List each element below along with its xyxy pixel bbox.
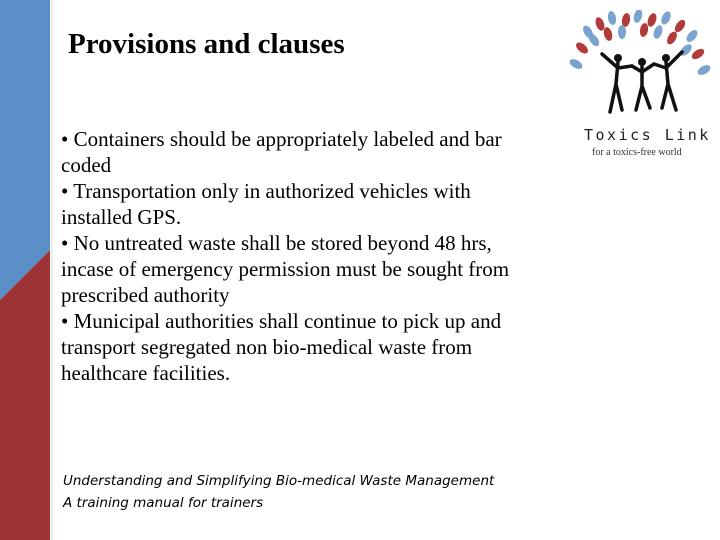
- leaf: [673, 18, 688, 34]
- bullet-item: • No untreated waste shall be stored beyond 48 hrs, incase of emergency permission must be sought from prescribed authority: [61, 231, 510, 307]
- leaf: [568, 57, 584, 71]
- leaf: [646, 12, 658, 28]
- leaf: [684, 28, 699, 44]
- footer-line-title: Understanding and Simplifying Bio-medical Waste Management: [63, 473, 495, 489]
- figure-body: [602, 54, 632, 112]
- leaf: [574, 40, 590, 55]
- logo-figures: [602, 52, 682, 112]
- logo-wordmark: Toxics Link: [584, 126, 711, 144]
- leaf: [659, 10, 672, 26]
- leaf: [632, 10, 643, 24]
- figure-body: [632, 64, 654, 110]
- bullet-item: • Transportation only in authorized vehicles with installed GPS.: [61, 179, 471, 229]
- tree-people-logo-icon: [566, 10, 716, 120]
- logo-leaves: [568, 10, 712, 77]
- leaf: [607, 10, 617, 25]
- leaf: [690, 47, 706, 62]
- leaf: [665, 30, 679, 46]
- bullet-item: • Containers should be appropriately labeled and bar coded: [61, 127, 502, 177]
- leaf: [652, 24, 664, 40]
- leaf: [639, 22, 649, 37]
- bullet-item: • Municipal authorities shall continue to pick up and transport segregated non bio-medical waste from healthcare facilities.: [61, 309, 502, 385]
- footer-line-subtitle: A training manual for trainers: [63, 495, 264, 511]
- leaf: [696, 63, 712, 77]
- side-blue-band: [0, 0, 50, 300]
- side-red-band: [0, 250, 50, 540]
- footer-citation: [63, 470, 494, 514]
- bullet-list: [61, 126, 541, 386]
- leaf: [618, 25, 626, 39]
- side-decoration: [0, 0, 60, 540]
- logo-tagline: for a toxics-free world: [592, 147, 682, 158]
- slide-title: Provisions and clauses: [68, 28, 345, 60]
